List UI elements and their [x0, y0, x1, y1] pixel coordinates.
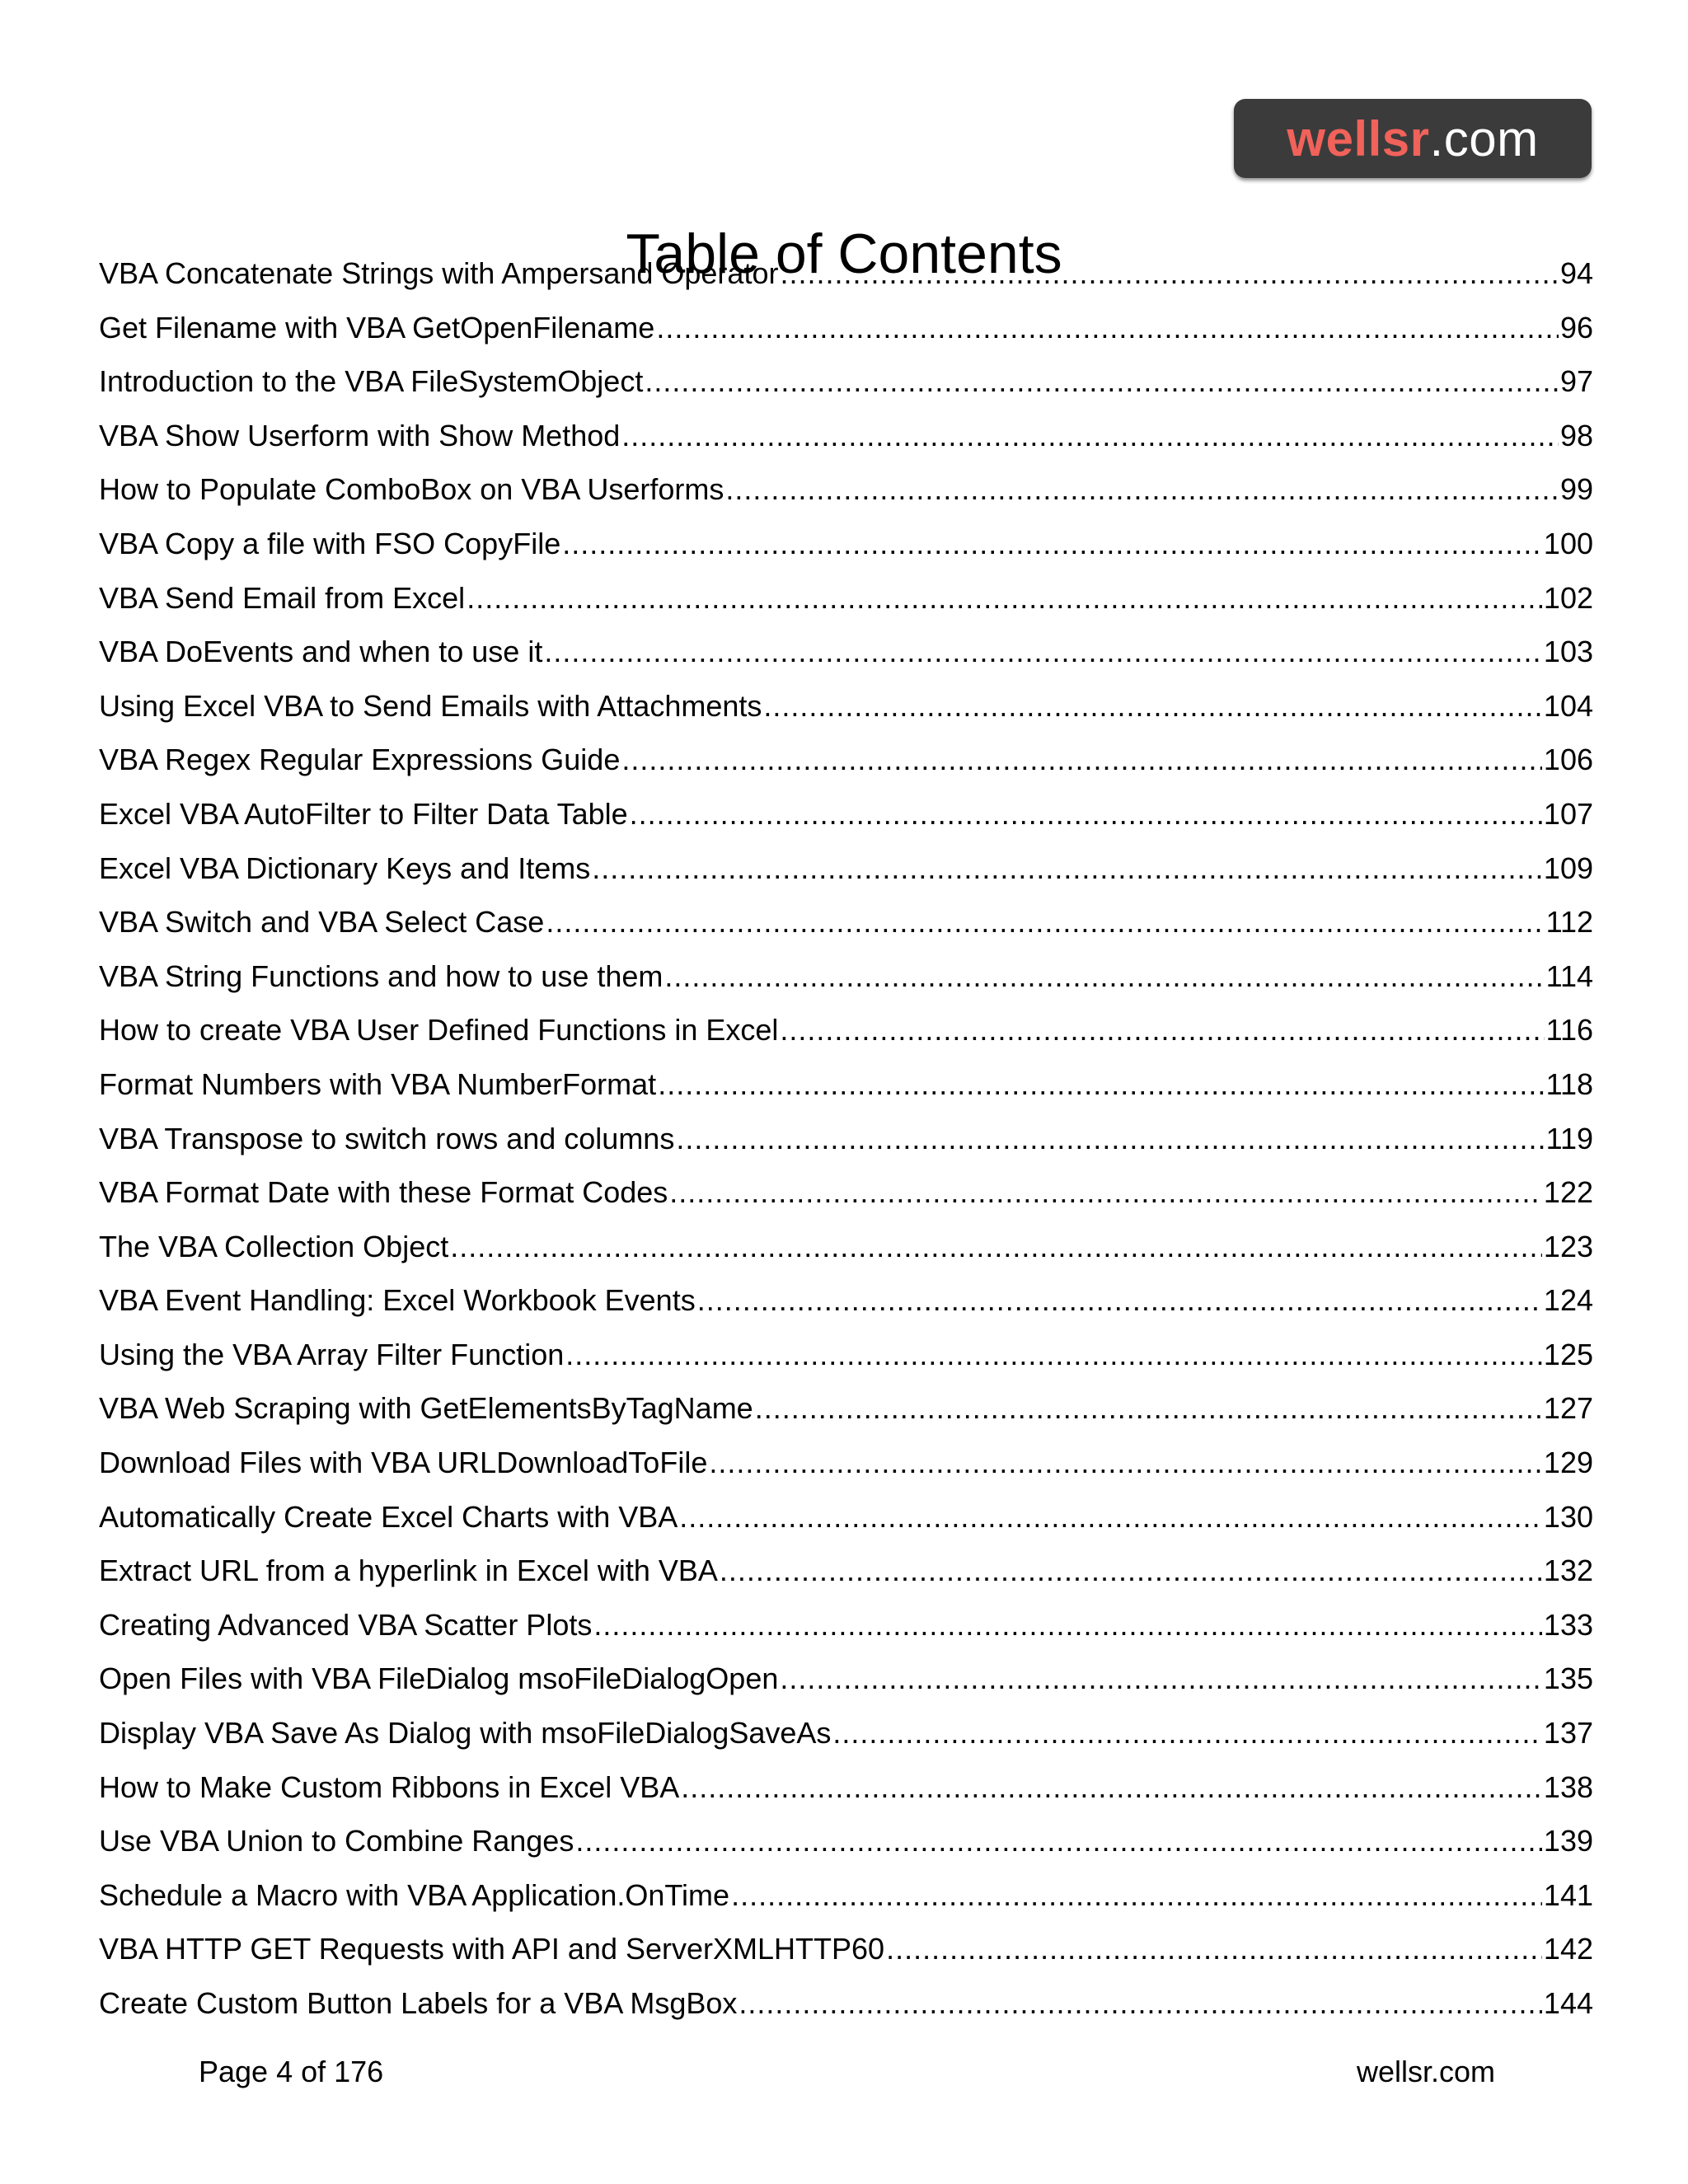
toc-entry[interactable] [99, 685, 1593, 739]
toc-dot-leader [780, 1657, 1542, 1700]
toc-entry[interactable] [99, 1874, 1593, 1929]
toc-entry[interactable] [99, 1982, 1593, 2036]
toc-entry-page-number: 107 [1543, 796, 1593, 831]
toc-entry[interactable] [99, 955, 1593, 1010]
footer-page-number: Page 4 of 176 [199, 2055, 384, 2088]
toc-entry[interactable] [99, 1657, 1593, 1712]
toc-entry[interactable] [99, 847, 1593, 902]
toc-entry-page-number: 135 [1543, 1661, 1593, 1696]
toc-entry[interactable] [99, 1441, 1593, 1496]
toc-entry-title: VBA Switch and VBA Select Case [99, 905, 545, 940]
toc-entry-title: VBA Format Date with these Format Codes [99, 1175, 668, 1210]
toc-entry-page-number: 100 [1543, 526, 1593, 560]
toc-entry-title: Schedule a Macro with VBA Application.OnTime [99, 1877, 730, 1912]
toc-entry-title: VBA Concatenate Strings with Ampersand Operator [99, 256, 779, 290]
toc-entry-title: Format Numbers with VBA NumberFormat [99, 1066, 657, 1101]
toc-entry-title: VBA Transpose to switch rows and columns [99, 1121, 675, 1155]
toc-entry[interactable] [99, 793, 1593, 847]
toc-entry-page-number: 98 [1559, 418, 1593, 452]
toc-entry-page-number: 103 [1543, 635, 1593, 669]
toc-entry-title: Extract URL from a hyperlink in Excel with VBA [99, 1554, 718, 1588]
toc-entry-page-number: 102 [1543, 580, 1593, 615]
toc-entry-page-number: 124 [1543, 1283, 1593, 1318]
logo-tld-text: .com [1429, 110, 1539, 166]
toc-entry-page-number: 132 [1543, 1554, 1593, 1588]
toc-entry-title: VBA Regex Regular Expressions Guide [99, 743, 621, 777]
toc-entry-title: Excel VBA Dictionary Keys and Items [99, 851, 591, 885]
toc-entry-page-number: 123 [1543, 1229, 1593, 1263]
toc-dot-leader [720, 1549, 1542, 1592]
toc-entry-page-number: 133 [1543, 1607, 1593, 1642]
toc-entry-page-number: 118 [1545, 1066, 1593, 1101]
toc-dot-leader [546, 901, 1544, 944]
toc-dot-leader [562, 523, 1542, 565]
toc-entry-page-number: 137 [1543, 1716, 1593, 1750]
toc-entry[interactable] [99, 1712, 1593, 1766]
toc-dot-leader [575, 1820, 1542, 1863]
toc-entry-title: Creating Advanced VBA Scatter Plots [99, 1607, 593, 1642]
toc-entry-title: VBA Web Scraping with GetElementsByTagName [99, 1391, 753, 1426]
toc-dot-leader [763, 685, 1542, 728]
page-title: Table of Contents [626, 222, 1062, 285]
toc-entry-title: Create Custom Button Labels for a VBA MsgBox [99, 1986, 738, 2020]
toc-entry-title: VBA Copy a file with FSO CopyFile [99, 526, 561, 560]
toc-dot-leader [645, 360, 1559, 403]
toc-entry-page-number: 129 [1543, 1446, 1593, 1480]
toc-dot-leader [656, 307, 1559, 349]
toc-dot-leader [681, 1766, 1542, 1809]
toc-entry[interactable] [99, 252, 1593, 307]
toc-dot-leader [676, 1118, 1544, 1160]
toc-entry[interactable] [99, 630, 1593, 685]
toc-dot-leader [679, 1496, 1542, 1539]
toc-dot-leader [780, 1009, 1544, 1052]
toc-dot-leader [709, 1441, 1542, 1484]
toc-entry-page-number: 112 [1545, 905, 1593, 940]
toc-dot-leader [467, 577, 1542, 620]
toc-dot-leader [697, 1279, 1542, 1322]
toc-entry[interactable] [99, 523, 1593, 577]
toc-entry-title: VBA DoEvents and when to use it [99, 635, 543, 669]
toc-entry-page-number: 116 [1545, 1013, 1593, 1047]
toc-dot-leader [450, 1226, 1542, 1268]
toc-entry-page-number: 141 [1543, 1877, 1593, 1912]
toc-dot-leader [669, 1171, 1542, 1214]
toc-entry[interactable] [99, 1604, 1593, 1658]
toc-entry-page-number: 125 [1543, 1337, 1593, 1371]
toc-dot-leader [565, 1333, 1542, 1376]
toc-dot-leader [593, 1604, 1542, 1647]
toc-entry[interactable] [99, 1766, 1593, 1821]
toc-entry[interactable] [99, 738, 1593, 793]
toc-entry[interactable] [99, 1820, 1593, 1874]
toc-entry[interactable] [99, 1496, 1593, 1550]
toc-entry-page-number: 104 [1543, 688, 1593, 723]
toc-entry[interactable] [99, 1387, 1593, 1441]
toc-entry-title: The VBA Collection Object [99, 1229, 449, 1263]
toc-dot-leader [886, 1928, 1542, 1971]
toc-entry-title: Open Files with VBA FileDialog msoFileDialogOpen [99, 1661, 779, 1696]
toc-entry-page-number: 94 [1559, 256, 1593, 290]
toc-entry-page-number: 96 [1559, 310, 1593, 344]
toc-entry-page-number: 99 [1559, 472, 1593, 507]
toc-entry-page-number: 139 [1543, 1824, 1593, 1858]
toc-entry-page-number: 127 [1543, 1391, 1593, 1426]
toc-dot-leader [592, 847, 1542, 890]
toc-entry[interactable] [99, 360, 1593, 415]
toc-entry-title: VBA String Functions and how to use them [99, 958, 663, 993]
wellsr-logo [1234, 99, 1592, 178]
toc-entry[interactable] [99, 1549, 1593, 1604]
toc-entry-title: Using the VBA Array Filter Function [99, 1337, 565, 1371]
toc-entry[interactable] [99, 307, 1593, 361]
toc-dot-leader [725, 468, 1559, 511]
toc-entry-title: Using Excel VBA to Send Emails with Attachments [99, 688, 762, 723]
toc-entry-title: Automatically Create Excel Charts with VBA [99, 1499, 678, 1534]
toc-entry-title: Get Filename with VBA GetOpenFilename [99, 310, 655, 344]
toc-entry-page-number: 114 [1545, 958, 1593, 993]
toc-entry[interactable] [99, 1009, 1593, 1063]
toc-dot-leader [621, 415, 1559, 457]
toc-entry[interactable] [99, 468, 1593, 523]
toc-entry-title: VBA HTTP GET Requests with API and ServerXMLHTTP60 [99, 1932, 885, 1966]
toc-entry-title: Introduction to the VBA FileSystemObject [99, 364, 644, 399]
toc-entry-page-number: 119 [1545, 1121, 1593, 1155]
toc-dot-leader [755, 1387, 1542, 1430]
toc-entry[interactable] [99, 1118, 1593, 1172]
toc-entry[interactable] [99, 1226, 1593, 1280]
table-of-contents [99, 252, 1593, 2036]
toc-entry-page-number: 106 [1543, 743, 1593, 777]
logo-brand-text: wellsr [1287, 110, 1430, 166]
toc-entry-title: Use VBA Union to Combine Ranges [99, 1824, 574, 1858]
toc-entry-title: Download Files with VBA URLDownloadToFile [99, 1446, 708, 1480]
toc-dot-leader [544, 630, 1542, 673]
toc-entry-page-number: 97 [1559, 364, 1593, 399]
toc-dot-leader [731, 1874, 1542, 1917]
toc-entry[interactable] [99, 1063, 1593, 1118]
toc-entry[interactable] [99, 901, 1593, 955]
toc-entry[interactable] [99, 1333, 1593, 1388]
toc-entry[interactable] [99, 1279, 1593, 1333]
toc-entry-title: How to Make Custom Ribbons in Excel VBA [99, 1769, 680, 1804]
toc-entry-page-number: 138 [1543, 1769, 1593, 1804]
toc-entry-page-number: 122 [1543, 1175, 1593, 1210]
toc-dot-leader [832, 1712, 1542, 1755]
toc-entry-title: VBA Event Handling: Excel Workbook Events [99, 1283, 696, 1318]
toc-dot-leader [664, 955, 1544, 998]
toc-dot-leader [738, 1982, 1542, 2025]
toc-dot-leader [780, 252, 1559, 295]
toc-entry-title: How to create VBA User Defined Functions in Excel [99, 1013, 779, 1047]
toc-entry-title: Excel VBA AutoFilter to Filter Data Table [99, 796, 628, 831]
toc-entry[interactable] [99, 1171, 1593, 1226]
toc-entry-page-number: 109 [1543, 851, 1593, 885]
toc-entry-page-number: 142 [1543, 1932, 1593, 1966]
toc-dot-leader [658, 1063, 1544, 1106]
toc-entry-title: Display VBA Save As Dialog with msoFileDialogSaveAs [99, 1716, 832, 1750]
toc-entry[interactable] [99, 577, 1593, 631]
toc-dot-leader [621, 738, 1542, 781]
toc-entry-page-number: 144 [1543, 1986, 1593, 2020]
toc-entry[interactable] [99, 1928, 1593, 1982]
toc-dot-leader [630, 793, 1542, 836]
toc-entry-title: How to Populate ComboBox on VBA Userforms [99, 472, 724, 507]
toc-entry-title: VBA Show Userform with Show Method [99, 418, 621, 452]
toc-entry[interactable] [99, 415, 1593, 469]
toc-entry-page-number: 130 [1543, 1499, 1593, 1534]
toc-entry-title: VBA Send Email from Excel [99, 580, 466, 615]
footer-site: wellsr.com [1356, 2055, 1495, 2088]
